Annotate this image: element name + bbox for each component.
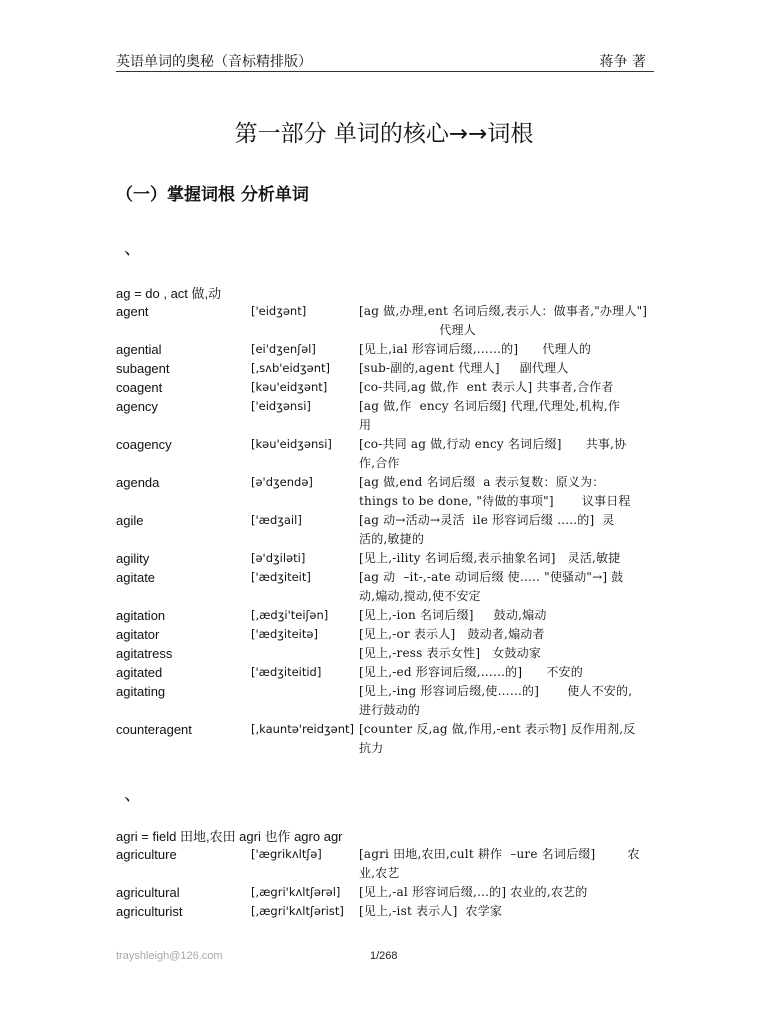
meaning-line: 业,农艺	[359, 866, 400, 880]
meaning-line: 活的,敏捷的	[359, 532, 425, 546]
word-entry	[116, 644, 656, 663]
entry-phonetic: ['eidʒənt]	[251, 304, 307, 318]
entry-word: agile	[116, 513, 144, 528]
section-mark: 、	[124, 784, 142, 805]
word-entry	[116, 473, 656, 511]
entry-phonetic: [kəu'eidʒənt]	[251, 380, 328, 394]
meaning-line: 代理人	[359, 323, 476, 337]
meaning-line: 动,煽动,搅动,使不安定	[359, 589, 481, 603]
meaning-line: 用	[359, 418, 372, 432]
meaning-line: [见上,-ion 名词后缀] 鼓动,煽动	[359, 608, 547, 622]
meaning-line: [ag 动 –it-,-ate 动词后缀 使….. "使骚动"→] 鼓	[359, 570, 624, 584]
entry-meaning	[359, 568, 656, 606]
meaning-line: [见上,-ing 形容词后缀,使……的] 使人不安的,	[359, 684, 633, 698]
meaning-line: [见上,-or 表示人] 鼓动者,煽动者	[359, 627, 545, 641]
entry-phonetic: [,sʌb'eidʒənt]	[251, 361, 330, 375]
meaning-line: [ag 做,end 名词后缀 a 表示复数：原义为：	[359, 475, 605, 489]
word-entry	[116, 511, 656, 549]
entry-phonetic	[251, 682, 359, 720]
entry-phonetic: ['ædʒiteitid]	[251, 665, 322, 679]
entry-meaning	[359, 625, 656, 644]
meaning-line: [ag 做,作 ency 名词后缀] 代理,代理处,机构,作	[359, 399, 621, 413]
meaning-line: [ag 动→活动→灵活 ile 形容词后缀 …..的] 灵	[359, 513, 615, 527]
entry-phonetic: [,ædʒi'teiʃən]	[251, 608, 329, 622]
entry-word: counteragent	[116, 722, 192, 737]
entry-word: agricultural	[116, 885, 180, 900]
entry-phonetic: ['eidʒənsi]	[251, 399, 311, 413]
entry-phonetic: [ə'dʒendə]	[251, 475, 313, 489]
meaning-line: [ag 做,办理,ent 名词后缀,表示人：做事者,"办理人"]	[359, 304, 648, 318]
entry-word: agency	[116, 399, 158, 414]
meaning-line: [co-共同 ag 做,行动 ency 名词后缀] 共事,协	[359, 437, 627, 451]
entry-phonetic: [,ægri'kʌltʃərəl]	[251, 885, 341, 899]
entry-word: agent	[116, 304, 149, 319]
word-entry	[116, 663, 656, 682]
entry-meaning	[359, 902, 656, 921]
entry-meaning	[359, 473, 656, 511]
word-entry	[116, 625, 656, 644]
word-entry	[116, 720, 656, 758]
meaning-line: [见上,ial 形容词后缀,……的] 代理人的	[359, 342, 592, 356]
meaning-line: [counter 反,ag 做,作用,-ent 表示物] 反作用剂,反	[359, 722, 636, 736]
entry-meaning	[359, 682, 656, 720]
entry-meaning	[359, 511, 656, 549]
entry-meaning	[359, 359, 656, 378]
entry-meaning	[359, 845, 656, 883]
entry-phonetic: ['ædʒiteitə]	[251, 627, 318, 641]
entry-meaning	[359, 435, 656, 473]
meaning-line: [sub-副的,agent 代理人] 副代理人	[359, 361, 569, 375]
word-entry	[116, 568, 656, 606]
entry-phonetic: ['ægrikʌltʃə]	[251, 847, 322, 861]
meaning-line: [co-共同,ag 做,作 ent 表示人] 共事者,合作者	[359, 380, 614, 394]
word-entry	[116, 435, 656, 473]
word-entry	[116, 902, 656, 921]
page-header	[116, 49, 654, 72]
word-entry	[116, 378, 656, 397]
meaning-line: things to be done, "待做的事项"] 议事日程	[359, 494, 631, 508]
entry-meaning	[359, 644, 656, 663]
footer-email: trayshleigh@126.com	[116, 950, 223, 962]
entry-meaning	[359, 883, 656, 902]
entry-word: agenda	[116, 475, 160, 490]
entry-phonetic: [,ægri'kʌltʃərist]	[251, 904, 344, 918]
meaning-line: [见上,-ist 表示人] 农学家	[359, 904, 503, 918]
entry-word: agitated	[116, 665, 163, 680]
entry-meaning	[359, 378, 656, 397]
entry-meaning	[359, 302, 656, 340]
entry-word: agitatress	[116, 646, 173, 661]
entry-word: coagency	[116, 437, 172, 452]
entry-word: agitate	[116, 570, 156, 585]
word-entry	[116, 682, 656, 720]
entry-meaning	[359, 720, 656, 758]
meaning-line: 抗力	[359, 741, 384, 755]
entry-meaning	[359, 606, 656, 625]
meaning-line: [见上,-ility 名词后缀,表示抽象名词] 灵活,敏捷	[359, 551, 621, 565]
section-mark: 、	[124, 238, 142, 259]
meaning-line: 作,合作	[359, 456, 400, 470]
book-title: 英语单词的奥秘（音标精排版）	[116, 54, 312, 70]
entry-list	[116, 302, 656, 758]
word-entry	[116, 606, 656, 625]
entry-phonetic: [kəu'eidʒənsi]	[251, 437, 332, 451]
word-entry	[116, 549, 656, 568]
root-definition: ag = do , act 做,动	[116, 286, 222, 301]
chapter-title: 第一部分 单词的核心→→词根	[234, 121, 534, 147]
word-entry	[116, 845, 656, 883]
entry-phonetic: [ə'dʒiləti]	[251, 551, 306, 565]
root-definition: agri = field 田地,农田 agri 也作 agro agr	[116, 829, 343, 844]
entry-word: subagent	[116, 361, 170, 376]
meaning-line: [agri 田地,农田,cult 耕作 –ure 名词后缀] 农	[359, 847, 640, 861]
word-entry	[116, 397, 656, 435]
word-entry	[116, 359, 656, 378]
word-entry	[116, 883, 656, 902]
meaning-line: [见上,-al 形容词后缀,…的] 农业的,农艺的	[359, 885, 588, 899]
entry-meaning	[359, 549, 656, 568]
meaning-line: [见上,-ed 形容词后缀,……的] 不安的	[359, 665, 583, 679]
entry-meaning	[359, 663, 656, 682]
entry-word: agitator	[116, 627, 160, 642]
word-entry	[116, 302, 656, 340]
entry-meaning	[359, 340, 656, 359]
entry-word: agility	[116, 551, 150, 566]
meaning-line: [见上,-ress 表示女性] 女鼓动家	[359, 646, 542, 660]
page-number: 1/268	[370, 950, 398, 962]
entry-phonetic: ['ædʒail]	[251, 513, 302, 527]
entry-phonetic: [,kauntə'reidʒənt]	[251, 722, 355, 736]
entry-phonetic: [ei'dʒenʃəl]	[251, 342, 316, 356]
entry-word: agential	[116, 342, 162, 357]
word-entry	[116, 340, 656, 359]
entry-meaning	[359, 397, 656, 435]
entry-word: agitation	[116, 608, 166, 623]
entry-list	[116, 845, 656, 921]
meaning-line: 进行鼓动的	[359, 703, 421, 717]
section-subtitle: （一）掌握词根 分析单词	[116, 185, 309, 205]
entry-word: agitating	[116, 684, 166, 699]
entry-phonetic	[251, 644, 359, 663]
entry-word: agriculturist	[116, 904, 183, 919]
entry-phonetic: ['ædʒiteit]	[251, 570, 311, 584]
entry-word: agriculture	[116, 847, 177, 862]
entry-word: coagent	[116, 380, 163, 395]
author: 蒋争 著	[599, 54, 646, 70]
